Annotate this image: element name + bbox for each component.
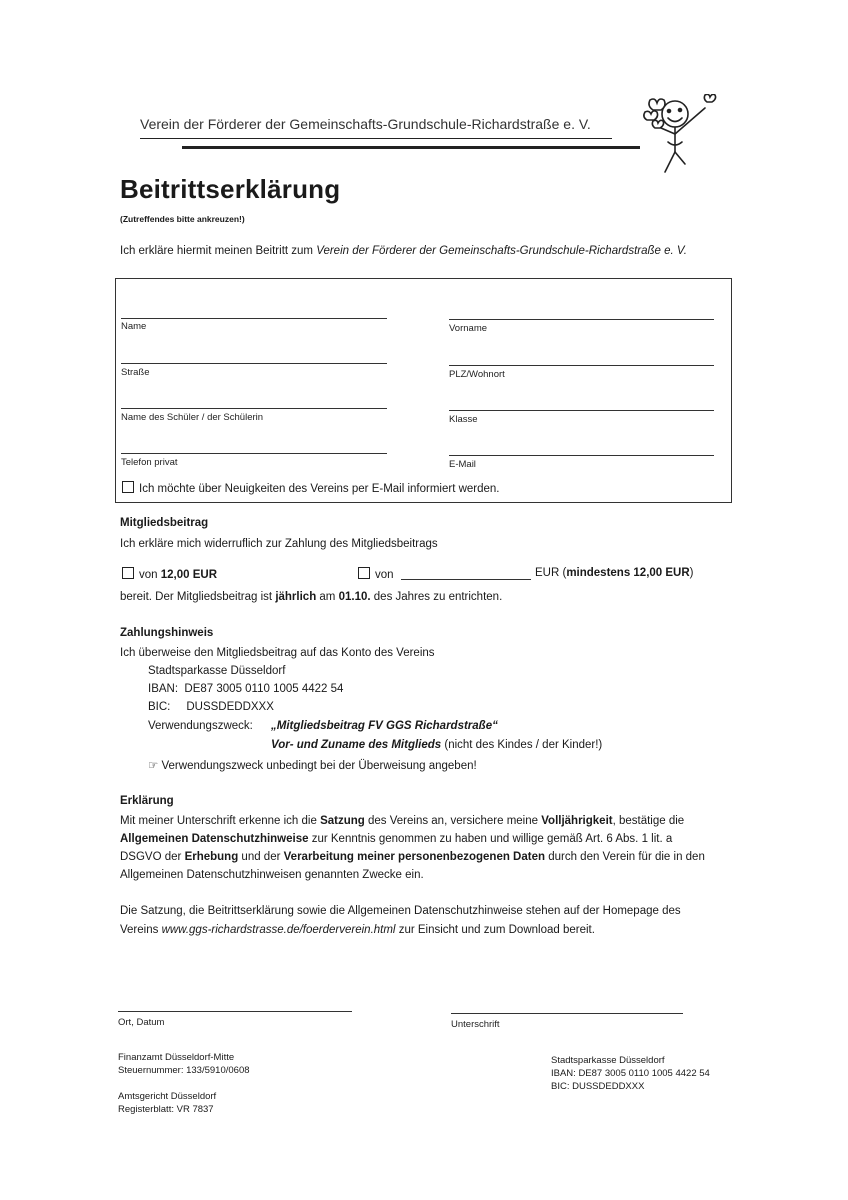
zahlung-zweck-line2 xyxy=(271,739,602,751)
zahlung-bank: Stadtsparkasse Düsseldorf xyxy=(148,665,286,677)
beitrag-fixed-checkbox[interactable] xyxy=(122,567,134,579)
plz-label: PLZ/Wohnort xyxy=(449,369,505,380)
erklaerung-p2-l2 xyxy=(120,924,595,936)
newsletter-checkbox[interactable] xyxy=(122,481,134,493)
intro-association: Verein der Förderer der Gemeinschafts-Grundschule-Richardstraße e. V. xyxy=(316,245,687,257)
beitrag-heading: Mitgliedsbeitrag xyxy=(120,517,209,529)
ort-datum-field[interactable] xyxy=(118,1011,352,1012)
footer-steuer: Steuernummer: 133/5910/0608 xyxy=(118,1065,250,1076)
intro-text xyxy=(120,245,687,257)
erklaerung-p1-l3 xyxy=(120,851,705,863)
e1d: Volljährigkeit xyxy=(541,815,613,827)
header-rule xyxy=(140,138,612,139)
zweck-line2-bold: Vor- und Zuname des Mitglieds xyxy=(271,739,442,751)
beitrag-amount-field[interactable] xyxy=(401,579,531,580)
l2c: am xyxy=(316,591,339,603)
schueler-label: Name des Schüler / der Schülerin xyxy=(121,412,264,423)
l2e: des Jahres zu entrichten. xyxy=(370,591,503,603)
zahlung-zweck-label: Verwendungszweck: xyxy=(148,720,253,732)
erklaerung-p1-l1 xyxy=(120,815,684,827)
logo-child-figure xyxy=(635,94,725,176)
e2a: Allgemeinen Datenschutzhinweise xyxy=(120,833,309,845)
erklaerung-p1-l2 xyxy=(120,833,672,845)
e1b: Satzung xyxy=(320,815,365,827)
association-header: Verein der Förderer der Gemeinschafts-Grundschule-Richardstraße e. V. xyxy=(140,116,591,132)
klasse-label: Klasse xyxy=(449,414,478,425)
intro-prefix: Ich erkläre hiermit meinen Beitritt zum xyxy=(120,245,317,257)
beitrag-option-fixed[interactable] xyxy=(122,567,217,581)
zahlung-bic: BIC: DUSSDEDDXXX xyxy=(148,701,274,713)
erklaerung-p1-l4: Allgemeinen Datenschutzhinweisen genannten Zwecke ein. xyxy=(120,869,424,881)
header-rule-thick xyxy=(182,146,640,149)
zahlung-zweck-value: „Mitgliedsbeitrag FV GGS Richardstraße“ xyxy=(271,720,498,732)
strasse-label: Straße xyxy=(121,367,150,378)
e3a: DSGVO der xyxy=(120,851,185,863)
e2b: zur Kenntnis genommen zu haben und willige gemäß Art. 6 Abs. 1 lit. a xyxy=(308,833,673,845)
name-field[interactable] xyxy=(121,318,387,319)
option2-min: mindestens 12,00 EUR xyxy=(566,567,690,579)
e1e: , bestätige die xyxy=(612,815,685,827)
email-label: E-Mail xyxy=(449,459,476,470)
option1-prefix: von xyxy=(139,569,161,581)
beitrag-option-custom[interactable] xyxy=(358,567,394,581)
personal-data-box xyxy=(115,278,732,503)
homepage-link: www.ggs-richardstrasse.de/foerderverein.html xyxy=(161,924,396,936)
hint-text: (Zutreffendes bitte ankreuzen!) xyxy=(120,214,245,224)
beitrag-custom-checkbox[interactable] xyxy=(358,567,370,579)
ort-datum-label: Ort, Datum xyxy=(118,1017,165,1028)
e1a: Mit meiner Unterschrift erkenne ich die xyxy=(120,815,321,827)
schueler-field[interactable] xyxy=(121,408,387,409)
beitrag-min-text xyxy=(535,567,694,579)
l2a: bereit. Der Mitgliedsbeitrag ist xyxy=(120,591,276,603)
name-label: Name xyxy=(121,321,147,332)
page-title: Beitrittserklärung xyxy=(120,174,341,204)
zweck-line2-rest: (nicht des Kindes / der Kinder!) xyxy=(441,739,603,751)
option2-close: ) xyxy=(689,567,694,579)
e3d: Verarbeitung meiner personenbezogenen Daten xyxy=(283,851,546,863)
erklaerung-heading: Erklärung xyxy=(120,795,174,807)
e1c: des Vereins an, versichere meine xyxy=(364,815,542,827)
footer-amtsgericht: Amtsgericht Düsseldorf xyxy=(118,1091,217,1102)
zahlung-note: ☞ Verwendungszweck unbedingt bei der Überweisung angeben! xyxy=(148,760,477,772)
footer-bank: Stadtsparkasse Düsseldorf xyxy=(551,1055,665,1066)
e3e: durch den Verein für die in den xyxy=(545,851,705,863)
telefon-field[interactable] xyxy=(121,453,387,454)
strasse-field[interactable] xyxy=(121,363,387,364)
erklaerung-p2-l1: Die Satzung, die Beitrittserklärung sowie die Allgemeinen Datenschutzhinweise stehen auf der Homepage des xyxy=(120,905,681,917)
e3b: Erhebung xyxy=(184,851,239,863)
option2-suffix: EUR ( xyxy=(535,567,567,579)
unterschrift-field[interactable] xyxy=(451,1013,683,1014)
l2d: 01.10. xyxy=(338,591,371,603)
l2b: jährlich xyxy=(275,591,317,603)
p2c: zur Einsicht und zum Download bereit. xyxy=(395,924,595,936)
footer-register: Registerblatt: VR 7837 xyxy=(118,1104,214,1115)
zahlung-heading: Zahlungshinweis xyxy=(120,627,214,639)
e3c: und der xyxy=(238,851,284,863)
zahlung-line1: Ich überweise den Mitgliedsbeitrag auf das Konto des Vereins xyxy=(120,647,435,659)
option1-amount: 12,00 EUR xyxy=(160,569,218,581)
klasse-field[interactable] xyxy=(449,410,714,411)
vorname-field[interactable] xyxy=(449,319,714,320)
unterschrift-label: Unterschrift xyxy=(451,1019,500,1030)
telefon-label: Telefon privat xyxy=(121,457,178,468)
p2a: Vereins xyxy=(120,924,162,936)
newsletter-option[interactable] xyxy=(122,481,500,495)
beitrag-line1: Ich erkläre mich widerruflich zur Zahlung des Mitgliedsbeitrags xyxy=(120,538,438,550)
plz-field[interactable] xyxy=(449,365,714,366)
beitrag-line2 xyxy=(120,591,502,603)
footer-bic: BIC: DUSSDEDDXXX xyxy=(551,1081,645,1092)
zahlung-iban: IBAN: DE87 3005 0110 1005 4422 54 xyxy=(148,683,344,695)
email-field[interactable] xyxy=(449,455,714,456)
vorname-label: Vorname xyxy=(449,323,488,334)
option2-prefix: von xyxy=(375,569,394,581)
newsletter-label: Ich möchte über Neuigkeiten des Vereins per E-Mail informiert werden. xyxy=(139,483,500,495)
footer-finanzamt: Finanzamt Düsseldorf-Mitte xyxy=(118,1052,235,1063)
footer-iban: IBAN: DE87 3005 0110 1005 4422 54 xyxy=(551,1068,710,1079)
